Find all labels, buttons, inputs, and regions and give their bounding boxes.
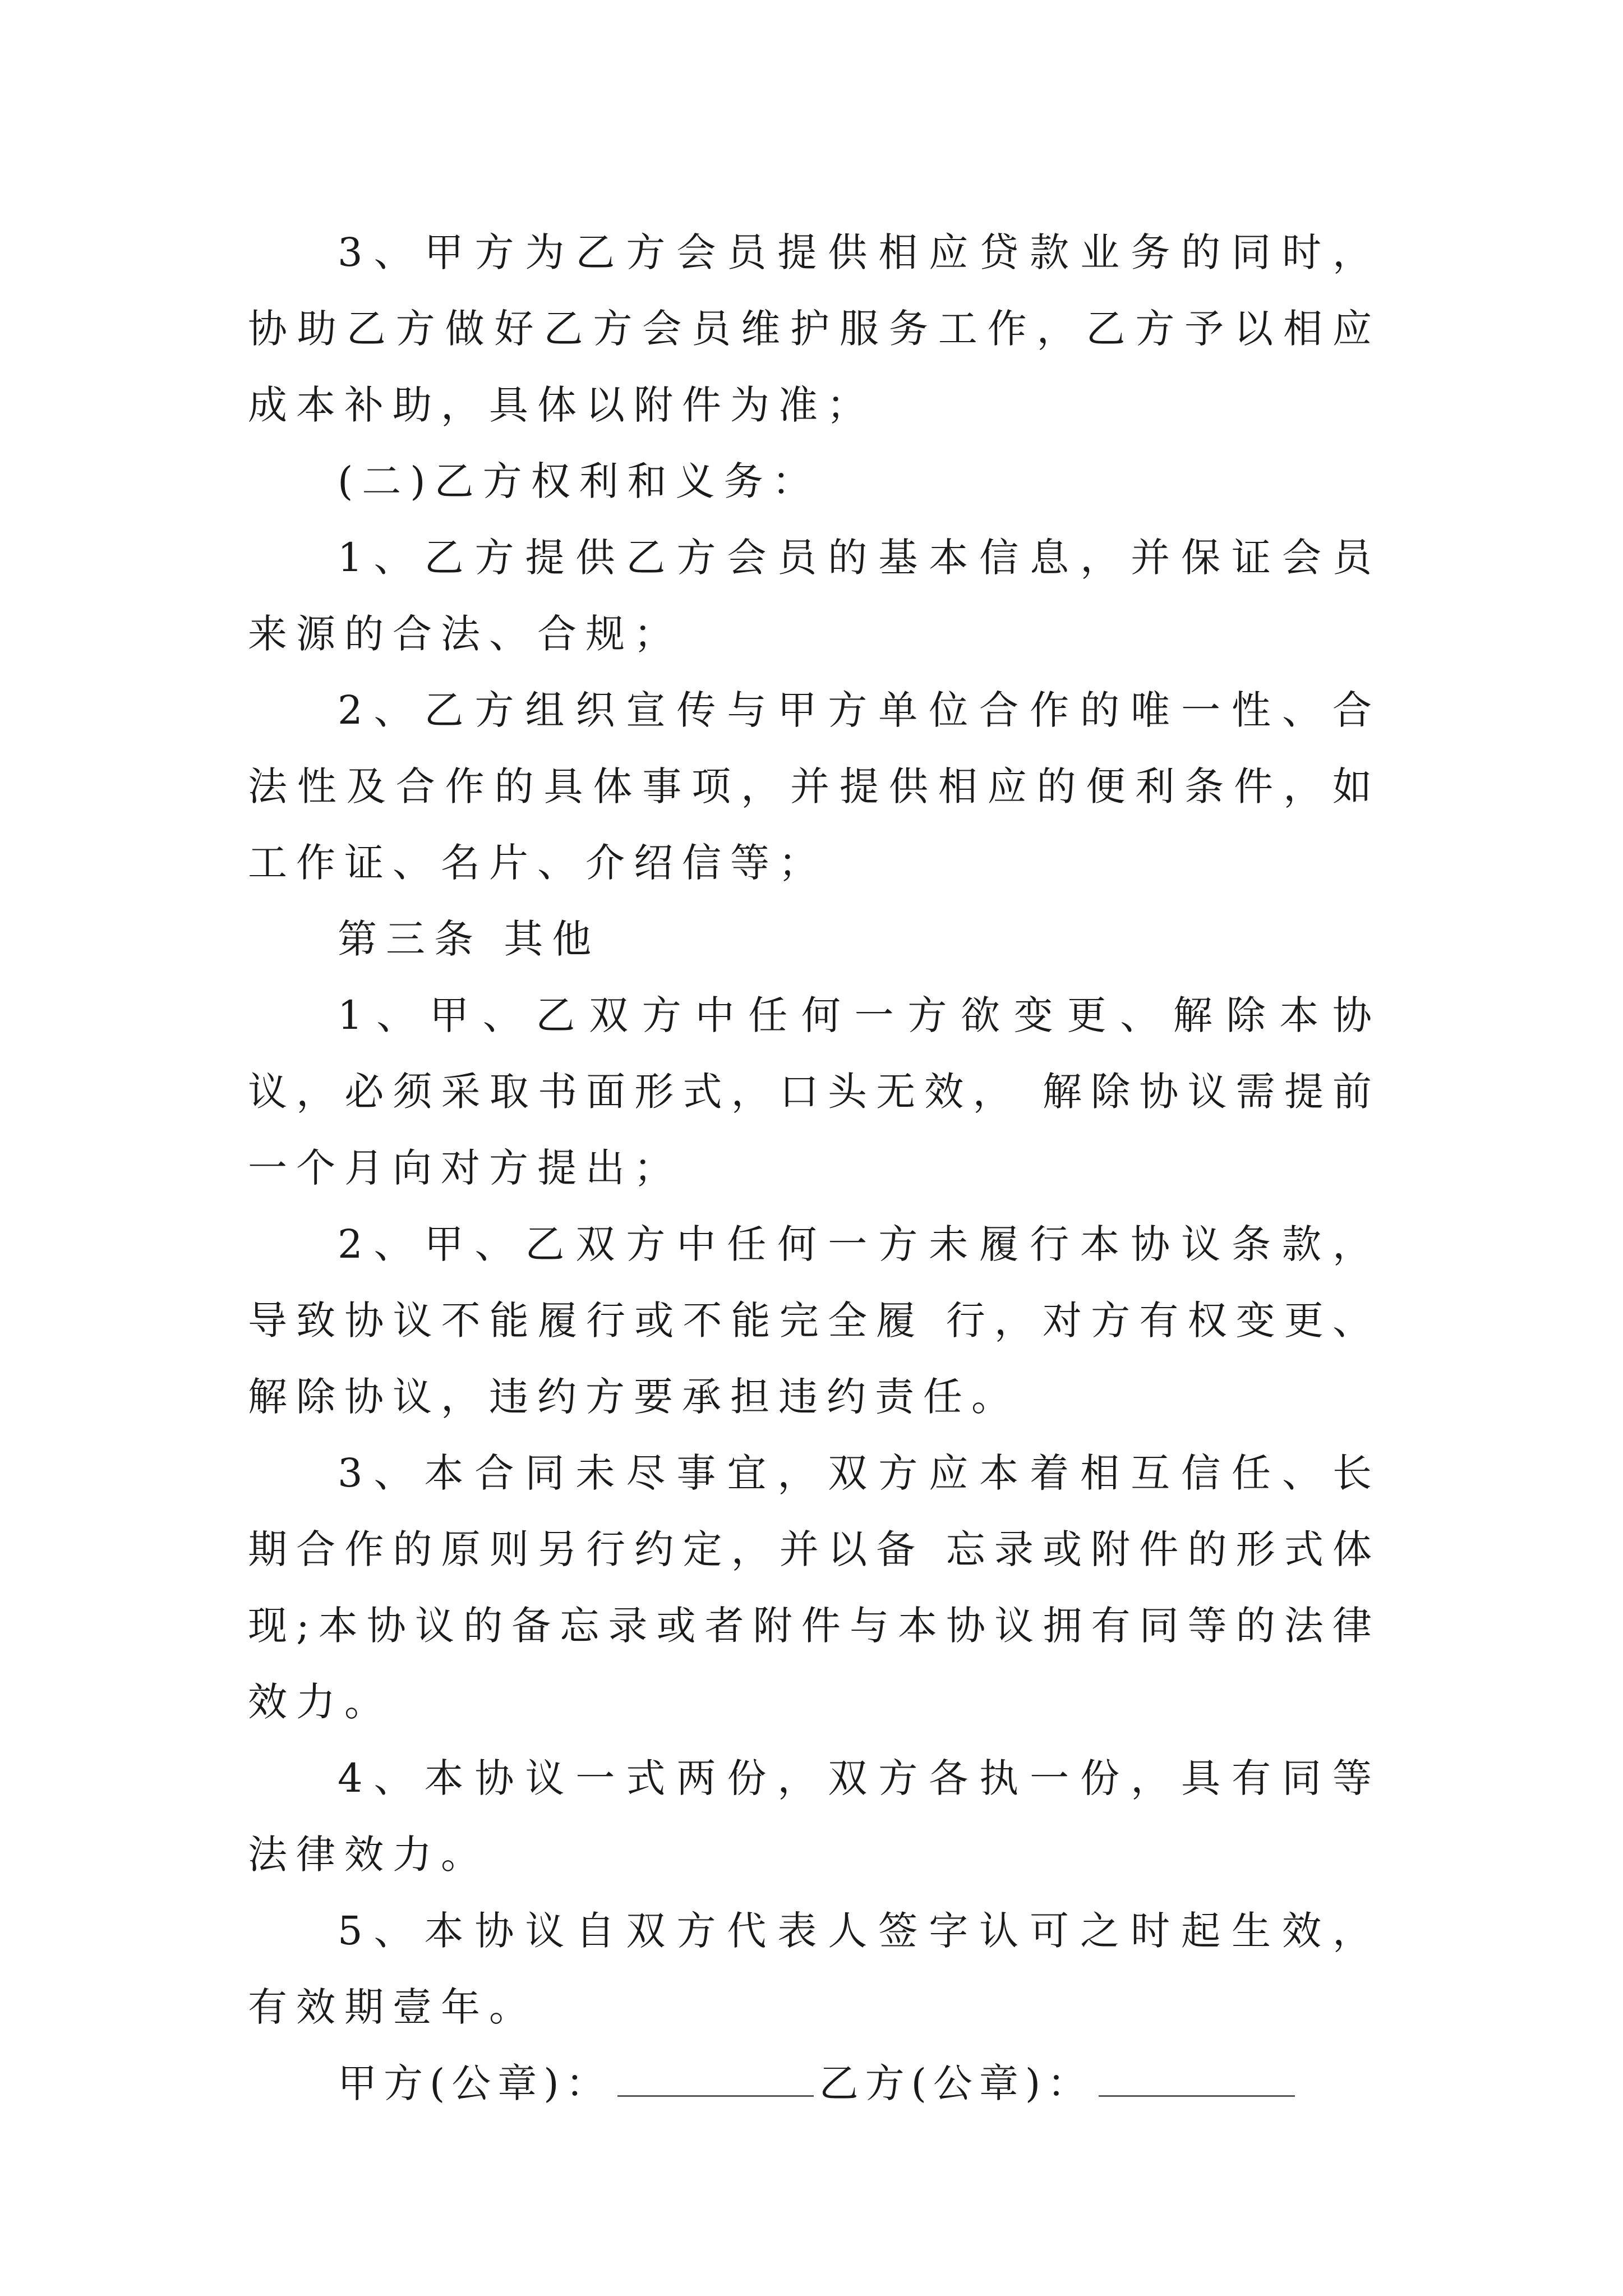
clause-paragraph: 4、本协议一式两份，双方各执一份，具有同等法律效力。	[248, 1755, 1381, 1878]
clause-paragraph: 1、乙方提供乙方会员的基本信息，并保证会员来源的合法、合规；	[248, 535, 1381, 657]
signature-line	[248, 2045, 1381, 2122]
clause-paragraph: 1、甲、乙双方中任何一方欲变更、解除本协议，必须采取书面形式，口头无效， 解除协议需提前一个月向对方提出；	[248, 992, 1381, 1191]
section-heading-party-b-rights: (二)乙方权利和义务：	[338, 458, 820, 504]
document-body	[248, 214, 1381, 2122]
clause-paragraph: 2、乙方组织宣传与甲方单位合作的唯一性、合法性及合作的具体事项，并提供相应的便利条件，如工作证、名片、介绍信等；	[248, 687, 1381, 886]
clause-paragraph: 5、本协议自双方代表人签字认可之时起生效，有效期壹年。	[248, 1908, 1381, 2030]
party-b-seal-blank	[1099, 2064, 1295, 2097]
party-b-seal-label: 乙方(公章)：	[819, 2060, 1094, 2106]
party-a-seal-blank	[617, 2064, 814, 2097]
party-a-seal-label: 甲方(公章)：	[338, 2060, 612, 2106]
clause-paragraph: 2、甲、乙双方中任何一方未履行本协议条款，导致协议不能履行或不能完全履 行，对方有权变更、解除协议，违约方要承担违约责任。	[248, 1221, 1381, 1420]
clause-paragraph: 3、甲方为乙方会员提供相应贷款业务的同时，协助乙方做好乙方会员维护服务工作，乙方予以相应成本补助，具体以附件为准；	[248, 229, 1381, 428]
article-heading-other: 第三条 其他	[338, 916, 601, 962]
clause-paragraph: 3、本合同未尽事宜，双方应本着相互信任、长期合作的原则另行约定，并以备 忘录或附件的形式体现;本协议的备忘录或者附件与本协议拥有同等的法律效力。	[248, 1450, 1381, 1725]
